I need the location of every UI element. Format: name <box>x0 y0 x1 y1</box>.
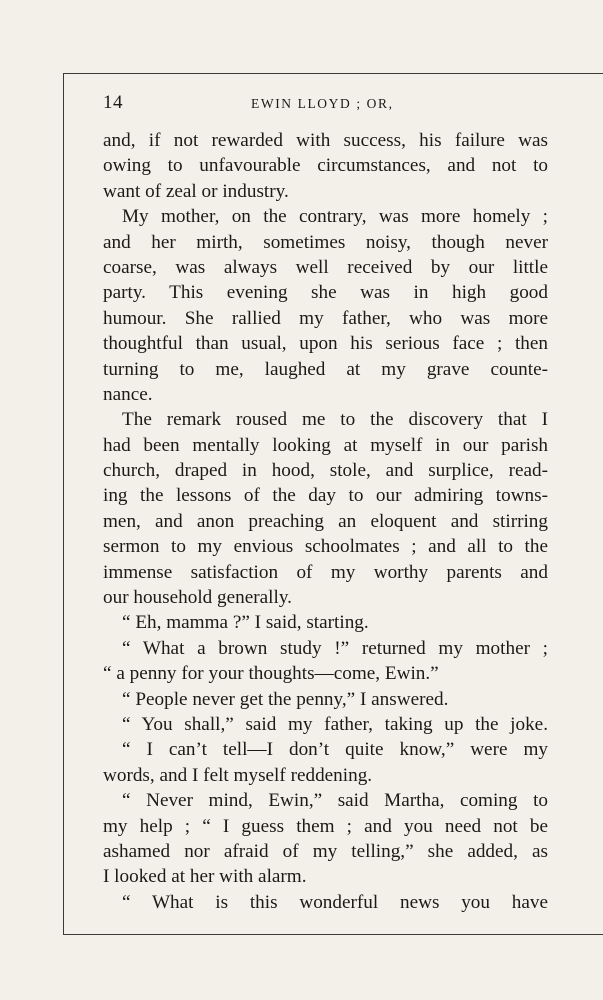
text-line: “ What a brown study !” returned my mother ; <box>122 637 548 659</box>
text-line: men, and anon preaching an eloquent and stirring <box>103 510 548 532</box>
text-line: party. This evening she was in high good <box>103 282 548 304</box>
text-line: thoughtful than usual, upon his serious face ; then <box>103 333 548 355</box>
text-line: “ Never mind, Ewin,” said Martha, coming to <box>122 790 548 812</box>
text-line: my help ; “ I guess them ; and you need not be <box>103 815 548 837</box>
text-line: “ People never get the penny,” I answered. <box>122 688 449 710</box>
text-line: ashamed nor afraid of my telling,” she added, as <box>103 840 548 862</box>
text-line: immense satisfaction of my worthy parents and <box>103 561 548 583</box>
page-header <box>103 92 548 120</box>
text-line: had been mentally looking at myself in our parish <box>103 434 548 456</box>
text-line: want of zeal or industry. <box>103 180 289 202</box>
page-number: 14 <box>103 92 123 113</box>
text-line: “ You shall,” said my father, taking up the joke. <box>122 713 548 735</box>
running-head: EWIN LLOYD ; OR, <box>251 96 394 111</box>
body-text <box>103 128 548 915</box>
text-line: words, and I felt myself reddening. <box>103 764 373 786</box>
text-line: and her mirth, sometimes noisy, though never <box>103 231 548 253</box>
text-line: ing the lessons of the day to our admiring towns- <box>103 485 548 507</box>
text-line: coarse, was always well received by our little <box>103 256 548 278</box>
text-line: sermon to my envious schoolmates ; and all to the <box>103 536 548 558</box>
text-line: turning to me, laughed at my grave counte- <box>103 358 548 380</box>
text-line: nance. <box>103 383 153 405</box>
text-line: The remark roused me to the discovery that I <box>122 409 548 431</box>
text-line: “ a penny for your thoughts—come, Ewin.” <box>103 663 439 685</box>
text-line: and, if not rewarded with success, his failure was <box>103 130 548 151</box>
text-line: owing to unfavourable circumstances, and not to <box>103 155 548 177</box>
text-line: our household generally. <box>103 587 292 609</box>
text-line: “ I can’t tell—I don’t quite know,” were my <box>122 739 548 761</box>
text-line: church, draped in hood, stole, and surplice, read- <box>103 460 548 482</box>
text-line: My mother, on the contrary, was more homely ; <box>122 206 548 228</box>
text-line: “ What is this wonderful news you have <box>122 891 548 913</box>
text-line: “ Eh, mamma ?” I said, starting. <box>122 612 369 634</box>
text-line: humour. She rallied my father, who was more <box>103 307 548 329</box>
text-line: I looked at her with alarm. <box>103 866 307 888</box>
